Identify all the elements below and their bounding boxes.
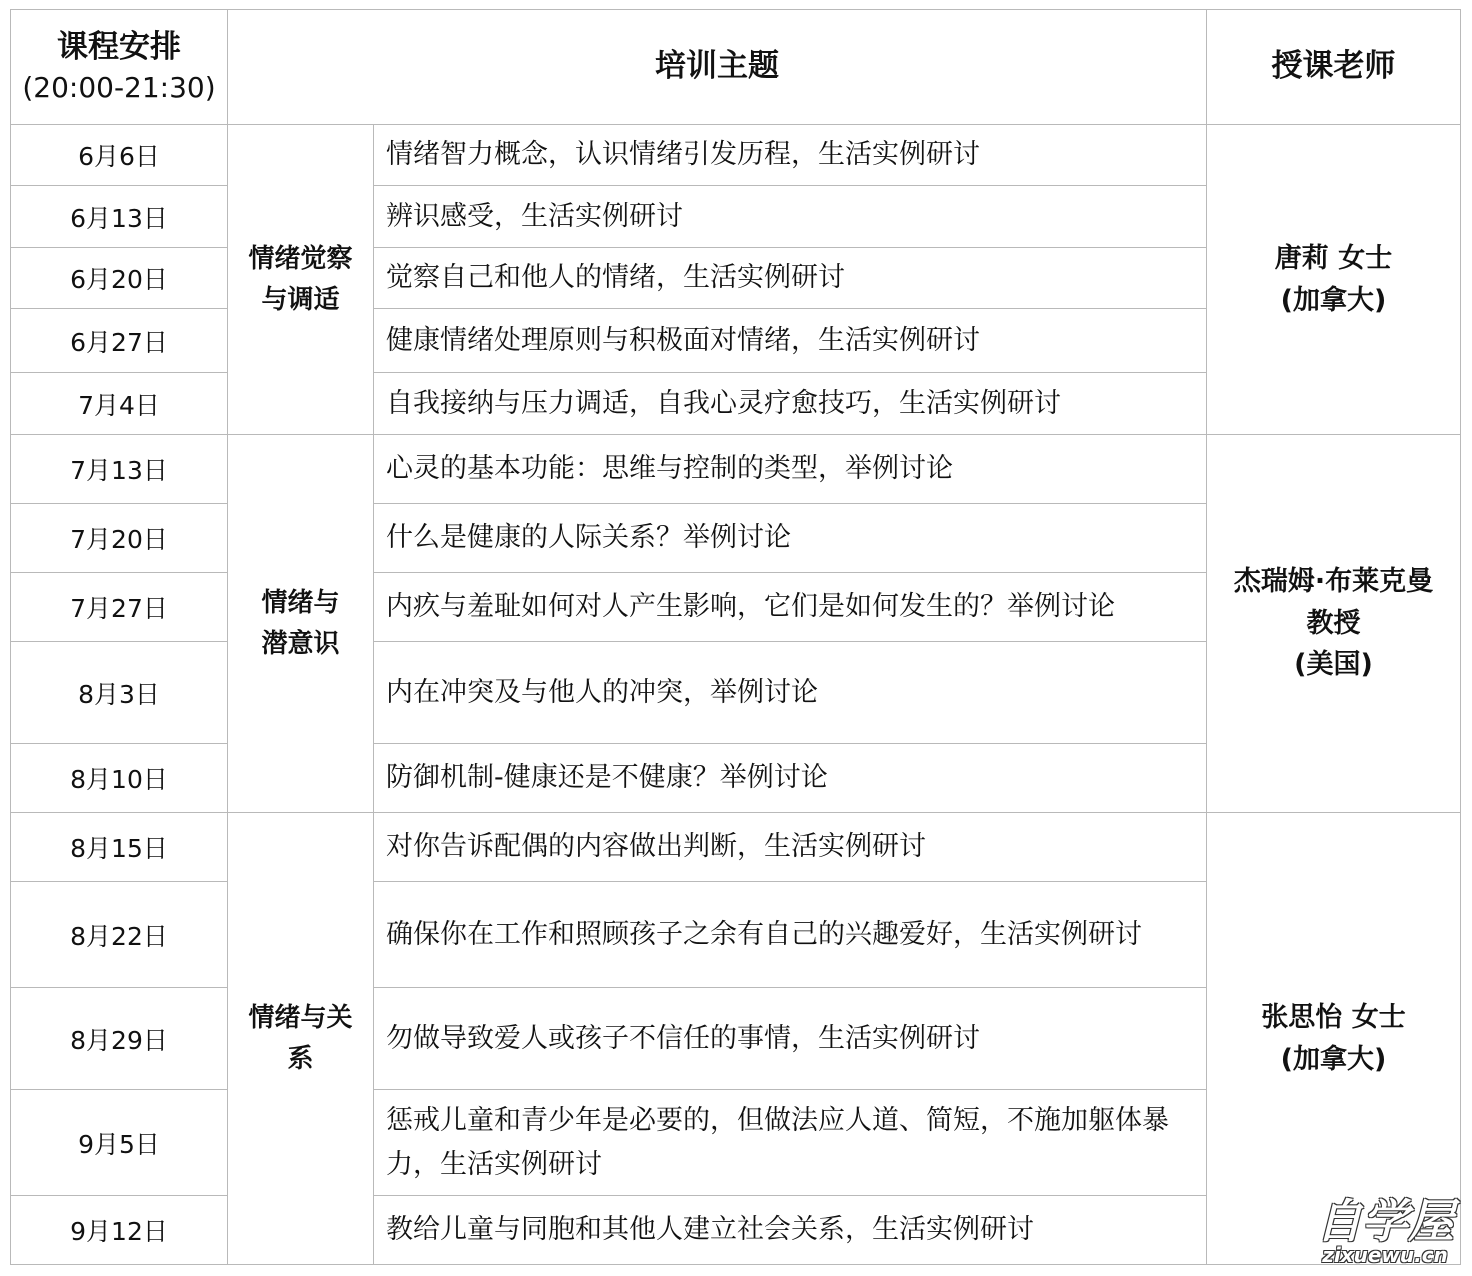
date-cell: 7月27日 <box>11 573 228 642</box>
theme-cell <box>228 813 374 1265</box>
topic-cell: 健康情绪处理原则与积极面对情绪，生活实例研讨 <box>374 309 1207 373</box>
date-cell: 9月12日 <box>11 1196 228 1265</box>
header-topic: 培训主题 <box>228 10 1207 125</box>
topic-cell: 觉察自己和他人的情绪，生活实例研讨 <box>374 248 1207 309</box>
header-schedule <box>11 10 228 125</box>
teacher-line: 教授 <box>1306 607 1361 639</box>
date-cell: 6月6日 <box>11 125 228 186</box>
topic-cell: 确保你在工作和照顾孩子之余有自己的兴趣爱好，生活实例研讨 <box>374 882 1207 988</box>
theme-line: 情绪与关 <box>248 1003 353 1034</box>
date-cell: 8月3日 <box>11 642 228 744</box>
theme-line: 情绪与 <box>261 588 340 619</box>
watermark-url: zixuewu.cn <box>1322 1243 1448 1267</box>
teacher-cell <box>1207 125 1461 435</box>
theme-line: 与调适 <box>261 284 340 315</box>
header-time-label: (20:00-21:30) <box>22 71 216 105</box>
header-teacher: 授课老师 <box>1207 10 1461 125</box>
topic-cell: 什么是健康的人际关系？举例讨论 <box>374 504 1207 573</box>
teacher-line: (加拿大) <box>1280 284 1387 316</box>
topic-cell: 惩戒儿童和青少年是必要的，但做法应人道、简短，不施加躯体暴力，生活实例研讨 <box>374 1090 1207 1196</box>
table-row <box>11 125 1461 186</box>
teacher-cell <box>1207 435 1461 813</box>
topic-cell: 情绪智力概念，认识情绪引发历程，生活实例研讨 <box>374 125 1207 186</box>
topic-cell: 辨识感受，生活实例研讨 <box>374 186 1207 248</box>
topic-cell: 防御机制-健康还是不健康？举例讨论 <box>374 744 1207 813</box>
date-cell: 6月13日 <box>11 186 228 248</box>
topic-cell: 内在冲突及与他人的冲突，举例讨论 <box>374 642 1207 744</box>
theme-cell <box>228 435 374 813</box>
topic-cell: 勿做导致爱人或孩子不信任的事情，生活实例研讨 <box>374 988 1207 1090</box>
teacher-line: (加拿大) <box>1280 1043 1387 1075</box>
teacher-line: 张思怡 女士 <box>1261 1001 1406 1033</box>
course-schedule-table <box>10 9 1461 1265</box>
teacher-line: 杰瑞姆·布莱克曼 <box>1233 565 1434 597</box>
watermark-logo: 自学屋 <box>1316 1194 1454 1248</box>
date-cell: 7月13日 <box>11 435 228 504</box>
topic-cell: 心灵的基本功能：思维与控制的类型，举例讨论 <box>374 435 1207 504</box>
date-cell: 8月22日 <box>11 882 228 988</box>
table-row <box>11 435 1461 504</box>
header-schedule-label: 课程安排 <box>57 29 181 66</box>
theme-cell <box>228 125 374 435</box>
date-cell: 7月4日 <box>11 373 228 435</box>
theme-line: 情绪觉察 <box>248 244 353 275</box>
date-cell: 8月15日 <box>11 813 228 882</box>
topic-cell: 对你告诉配偶的内容做出判断，生活实例研讨 <box>374 813 1207 882</box>
theme-line: 系 <box>287 1043 314 1074</box>
date-cell: 8月29日 <box>11 988 228 1090</box>
header-row <box>11 10 1461 125</box>
date-cell: 6月20日 <box>11 248 228 309</box>
date-cell: 8月10日 <box>11 744 228 813</box>
site-watermark <box>1316 1194 1454 1267</box>
topic-cell: 教给儿童与同胞和其他人建立社会关系，生活实例研讨 <box>374 1196 1207 1265</box>
date-cell: 7月20日 <box>11 504 228 573</box>
topic-cell: 内疚与羞耻如何对人产生影响，它们是如何发生的？举例讨论 <box>374 573 1207 642</box>
date-cell: 6月27日 <box>11 309 228 373</box>
teacher-line: 唐莉 女士 <box>1274 242 1393 274</box>
topic-cell: 自我接纳与压力调适，自我心灵疗愈技巧，生活实例研讨 <box>374 373 1207 435</box>
date-cell: 9月5日 <box>11 1090 228 1196</box>
table-row <box>11 813 1461 882</box>
teacher-line: (美国) <box>1294 649 1373 681</box>
theme-line: 潜意识 <box>261 628 340 659</box>
